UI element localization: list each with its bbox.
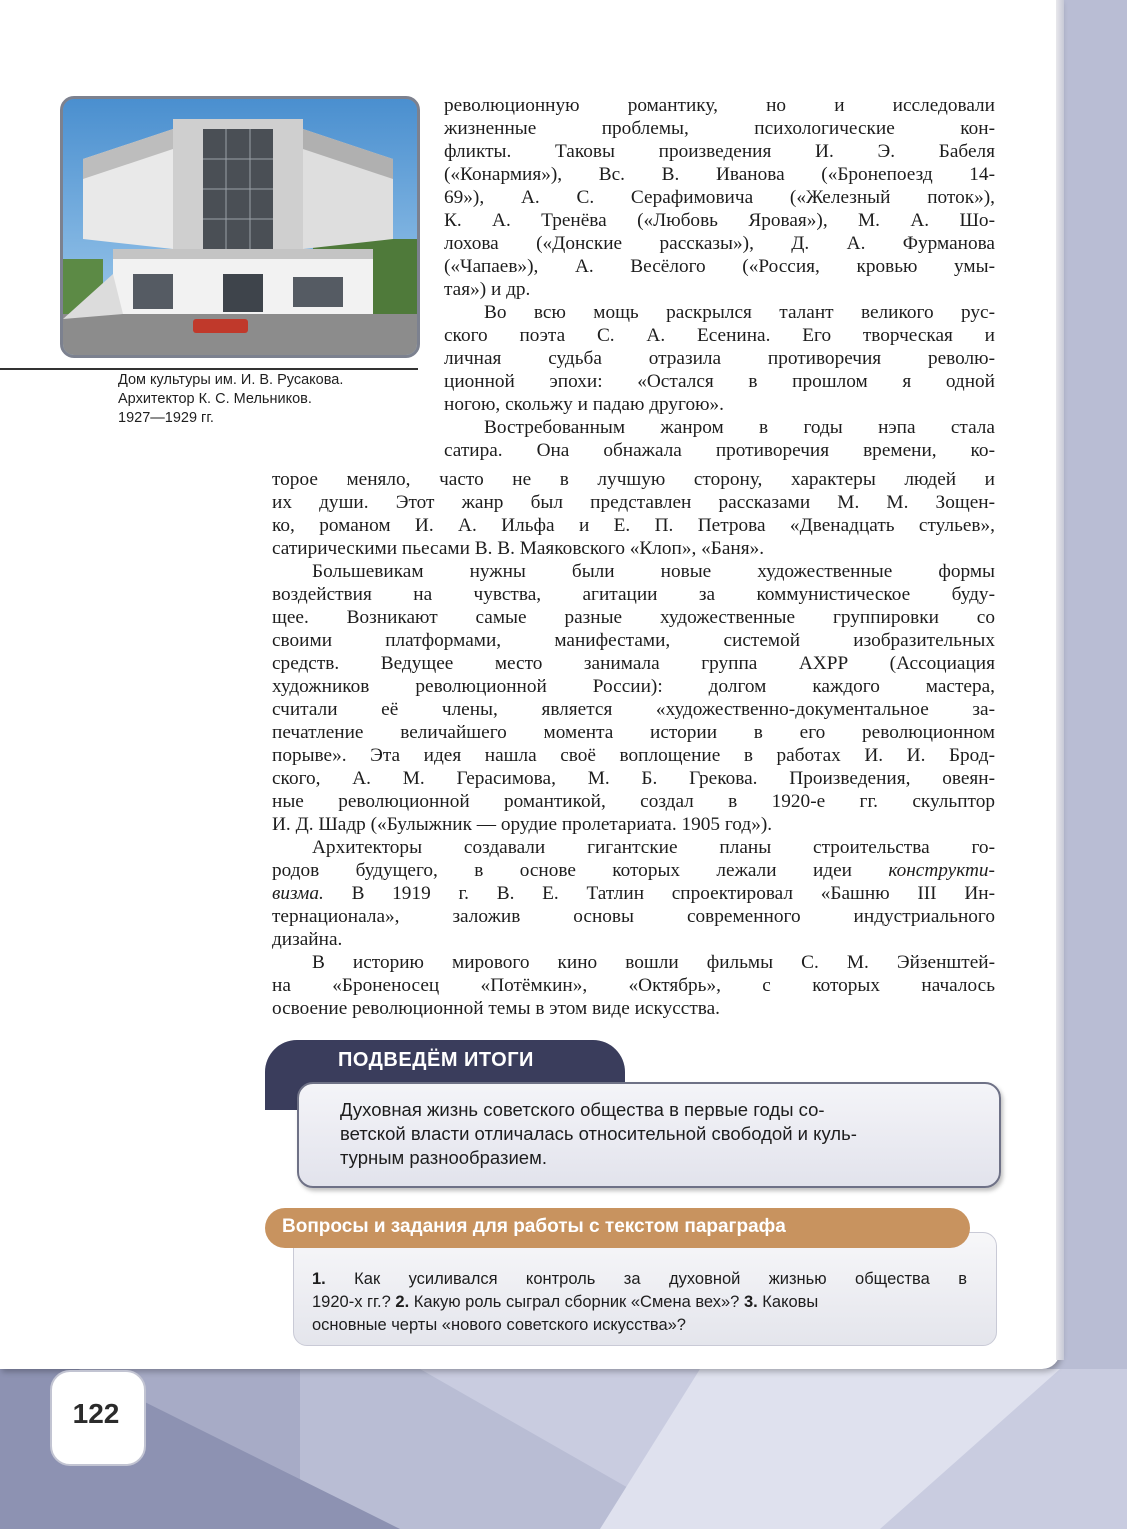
text-column-full <box>272 468 995 1020</box>
question-number: 3. <box>743 1293 758 1311</box>
rusakov-club-image <box>63 99 417 355</box>
question-line <box>312 1291 967 1314</box>
text-line: («Чапаев»), А. Весёлого («Россия, кровью умы- <box>444 256 995 277</box>
question-line <box>312 1314 967 1337</box>
text-line: лохова («Донские рассказы»), Д. А. Фурманова <box>444 233 995 254</box>
text-line: ского, А. М. Герасимова, М. Б. Грекова. Произведения, овеян- <box>272 768 995 789</box>
summary-line: ветской власти отличалась относительной свободой и куль- <box>340 1123 857 1144</box>
text-line: воздействия на чувства, агитации за коммунистическое буду- <box>272 584 995 605</box>
building-photo <box>60 96 420 358</box>
questions-title: Вопросы и задания для работы с текстом параграфа <box>282 1216 786 1237</box>
text-line: художников революционной России): долгом каждого мастера, <box>272 676 995 697</box>
text-line: тая») и др. <box>444 279 531 300</box>
summary-line: турным разнообразием. <box>340 1147 547 1168</box>
question-2: Какую роль сыграл сборник «Смена вех»? <box>413 1293 740 1311</box>
text-line: Востребованным жанром в годы нэпа стала <box>484 417 995 438</box>
text-line: тернационала», заложив основы современного индустриального <box>272 906 995 927</box>
text-line <box>272 859 995 882</box>
text-line: ко, романом И. А. Ильфа и Е. П. Петрова «Двенадцать стульев», <box>272 515 995 536</box>
text-line: щее. Возникают самые разные художественные группировки со <box>272 607 995 628</box>
text-line: средств. Ведущее место занимала группа АХРР (Ассоциация <box>272 653 995 674</box>
text-line: своими платформами, манифестами, системой изобразительных <box>272 630 995 651</box>
term-constructivism: конструкти- <box>888 860 995 881</box>
questions-text <box>312 1268 967 1337</box>
text-line: порыве». Эта идея нашла своё воплощение в работах И. И. Брод- <box>272 745 995 766</box>
text-line: В историю мирового кино вошли фильмы С. М. Эйзенштей- <box>312 952 995 973</box>
text-line: 69»), А. С. Серафимовича («Железный поток»), <box>444 187 995 208</box>
caption-line: Дом культуры им. И. В. Русакова. <box>118 372 344 388</box>
text-line: сатирическими пьесами В. В. Маяковского «Клоп», «Баня». <box>272 538 765 559</box>
text-line: дизайна. <box>272 929 343 950</box>
text-line: Большевикам нужны были новые художественные формы <box>312 561 995 582</box>
text-fragment: В 1919 г. В. Е. Татлин спроектировал «Башню III Ин- <box>351 883 995 904</box>
question-1-end: 1920-х гг.? <box>312 1293 391 1311</box>
question-1: Как усиливался контроль за духовной жизнью общества в <box>354 1270 967 1288</box>
text-line: ные революционной романтикой, создал в 1920-е гг. скульптор <box>272 791 995 812</box>
text-line: жизненные проблемы, психологические кон- <box>444 118 995 139</box>
summary-line: Духовная жизнь советского общества в первые годы со- <box>340 1099 825 1120</box>
text-line <box>272 882 995 905</box>
text-fragment: родов будущего, в основе которых лежали идеи <box>272 860 852 881</box>
text-line: Во всю мощь раскрылся талант великого рус- <box>484 302 995 323</box>
text-line: печатление величайшего момента истории в его революционном <box>272 722 995 743</box>
question-number: 2. <box>395 1293 410 1311</box>
text-line: сатира. Она обнажала противоречия времени, ко- <box>444 440 995 461</box>
summary-text <box>340 1098 958 1170</box>
text-line: («Конармия»), Вс. В. Иванова («Бронепоезд 14- <box>444 164 995 185</box>
text-line: считали её члены, является «художественно-документальное за- <box>272 699 995 720</box>
text-line: ногою, скольжу и падаю другою». <box>444 394 724 415</box>
question-line <box>312 1268 967 1291</box>
summary-title: ПОДВЕДЁМ ИТОГИ <box>338 1049 534 1071</box>
text-line: фликты. Таковы произведения И. Э. Бабеля <box>444 141 995 162</box>
page-number: 122 <box>72 1398 120 1429</box>
text-line: Архитекторы создавали гигантские планы строительства го- <box>312 837 995 858</box>
text-line: К. А. Тренёва («Любовь Яровая»), М. А. Шо- <box>444 210 995 231</box>
text-line: освоение революционной темы в этом виде искусства. <box>272 998 720 1019</box>
question-3-end: основные черты «нового советского искусства»? <box>312 1316 686 1334</box>
text-line: торое меняло, часто не в лучшую сторону, характеры людей и <box>272 469 995 490</box>
text-column-right <box>444 94 995 462</box>
question-number: 1. <box>312 1270 326 1288</box>
text-line: их души. Этот жанр был представлен рассказами М. М. Зощен- <box>272 492 995 513</box>
term-constructivism-end: визма. <box>272 883 324 904</box>
text-line: личная судьба отразила противоречия револю- <box>444 348 995 369</box>
caption-line: 1927—1929 гг. <box>118 410 214 426</box>
text-line: И. Д. Шадр («Булыжник — орудие пролетариата. 1905 год»). <box>272 814 773 835</box>
caption-divider <box>0 368 418 370</box>
caption-line: Архитектор К. С. Мельников. <box>118 391 312 407</box>
text-line: ского поэта С. А. Есенина. Его творческая и <box>444 325 995 346</box>
text-line: революционную романтику, но и исследовали <box>444 95 995 116</box>
text-line: ционной эпохи: «Остался в прошлом я одной <box>444 371 995 392</box>
page-edge <box>1056 0 1064 1360</box>
text-line: на «Броненосец «Потёмкин», «Октябрь», с которых началось <box>272 975 995 996</box>
photo-caption <box>118 371 418 428</box>
question-3: Каковы <box>762 1293 819 1311</box>
